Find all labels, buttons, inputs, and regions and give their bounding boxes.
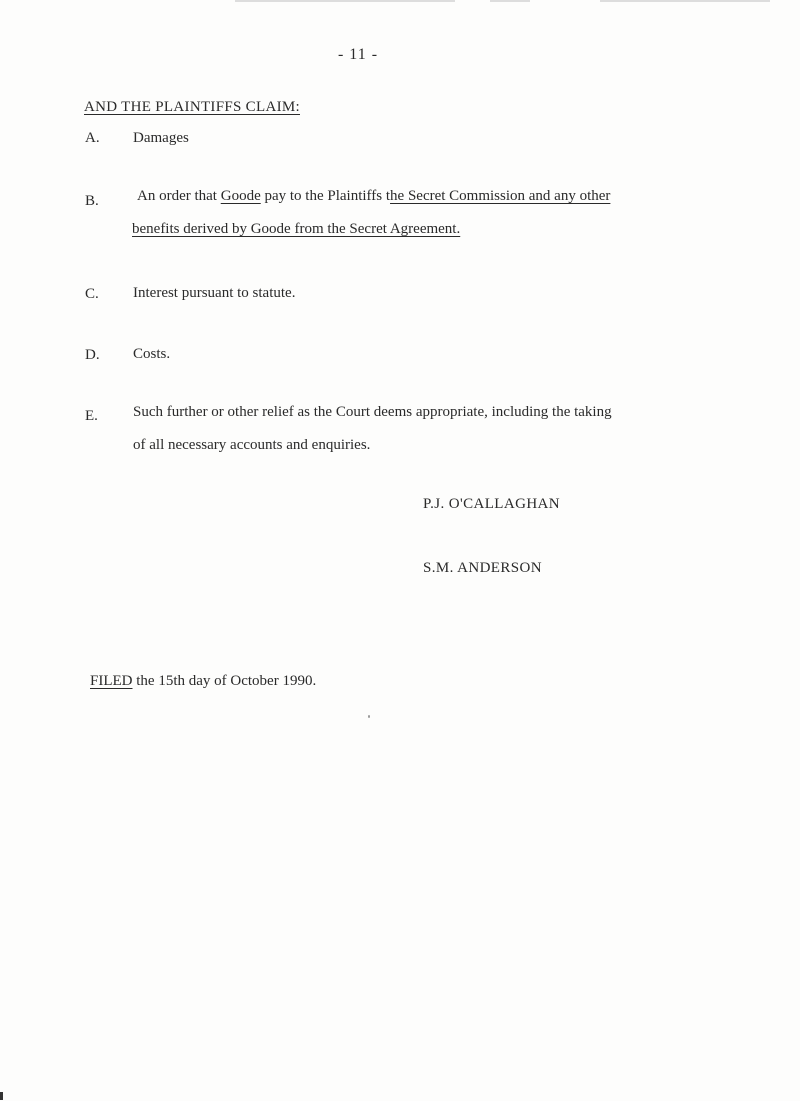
signatory-name: P.J. O'CALLAGHAN — [423, 496, 561, 512]
claim-b-underlined-text: Goode — [220, 188, 261, 204]
claim-b-underlined-text: he Secret Commission and any other — [390, 188, 611, 204]
claim-text-b — [132, 180, 677, 246]
claim-e-line-1: Such further or other relief as the Court deems appropriate, including the taking — [133, 404, 612, 420]
claim-letter-e: E. — [85, 408, 98, 424]
claim-b-line-1 — [137, 180, 677, 213]
claim-text-d: Costs. — [133, 346, 171, 362]
scan-speck — [0, 1092, 3, 1100]
filed-label: FILED — [90, 673, 133, 689]
claim-letter-a: A. — [85, 130, 100, 146]
claim-b-text: An order that — [137, 188, 221, 204]
scan-artifact — [600, 0, 770, 2]
claim-letter-b: B. — [85, 193, 99, 209]
claim-b-text: pay to the Plaintiffs t — [260, 188, 391, 204]
claim-letter-d: D. — [85, 347, 100, 363]
filed-date-text: the 15th day of October 1990. — [132, 673, 317, 689]
claim-e-line-2: of all necessary accounts and enquiries. — [133, 437, 371, 453]
claim-letter-c: C. — [85, 286, 99, 302]
scan-speck — [368, 715, 370, 718]
claim-text-a: Damages — [133, 130, 189, 146]
claim-heading: AND THE PLAINTIFFS CLAIM: — [84, 99, 300, 115]
claim-text-e — [133, 396, 673, 462]
signatory-name: S.M. ANDERSON — [423, 560, 542, 576]
scan-artifact — [235, 0, 455, 2]
scan-artifact — [490, 0, 530, 2]
claim-b-underlined-text: benefits derived by Goode from the Secret Agreement. — [132, 221, 461, 237]
page-number: - 11 - — [337, 46, 379, 63]
claim-b-line-2 — [132, 213, 677, 246]
claim-text-c: Interest pursuant to statute. — [133, 285, 296, 301]
filing-date-line — [90, 673, 316, 690]
